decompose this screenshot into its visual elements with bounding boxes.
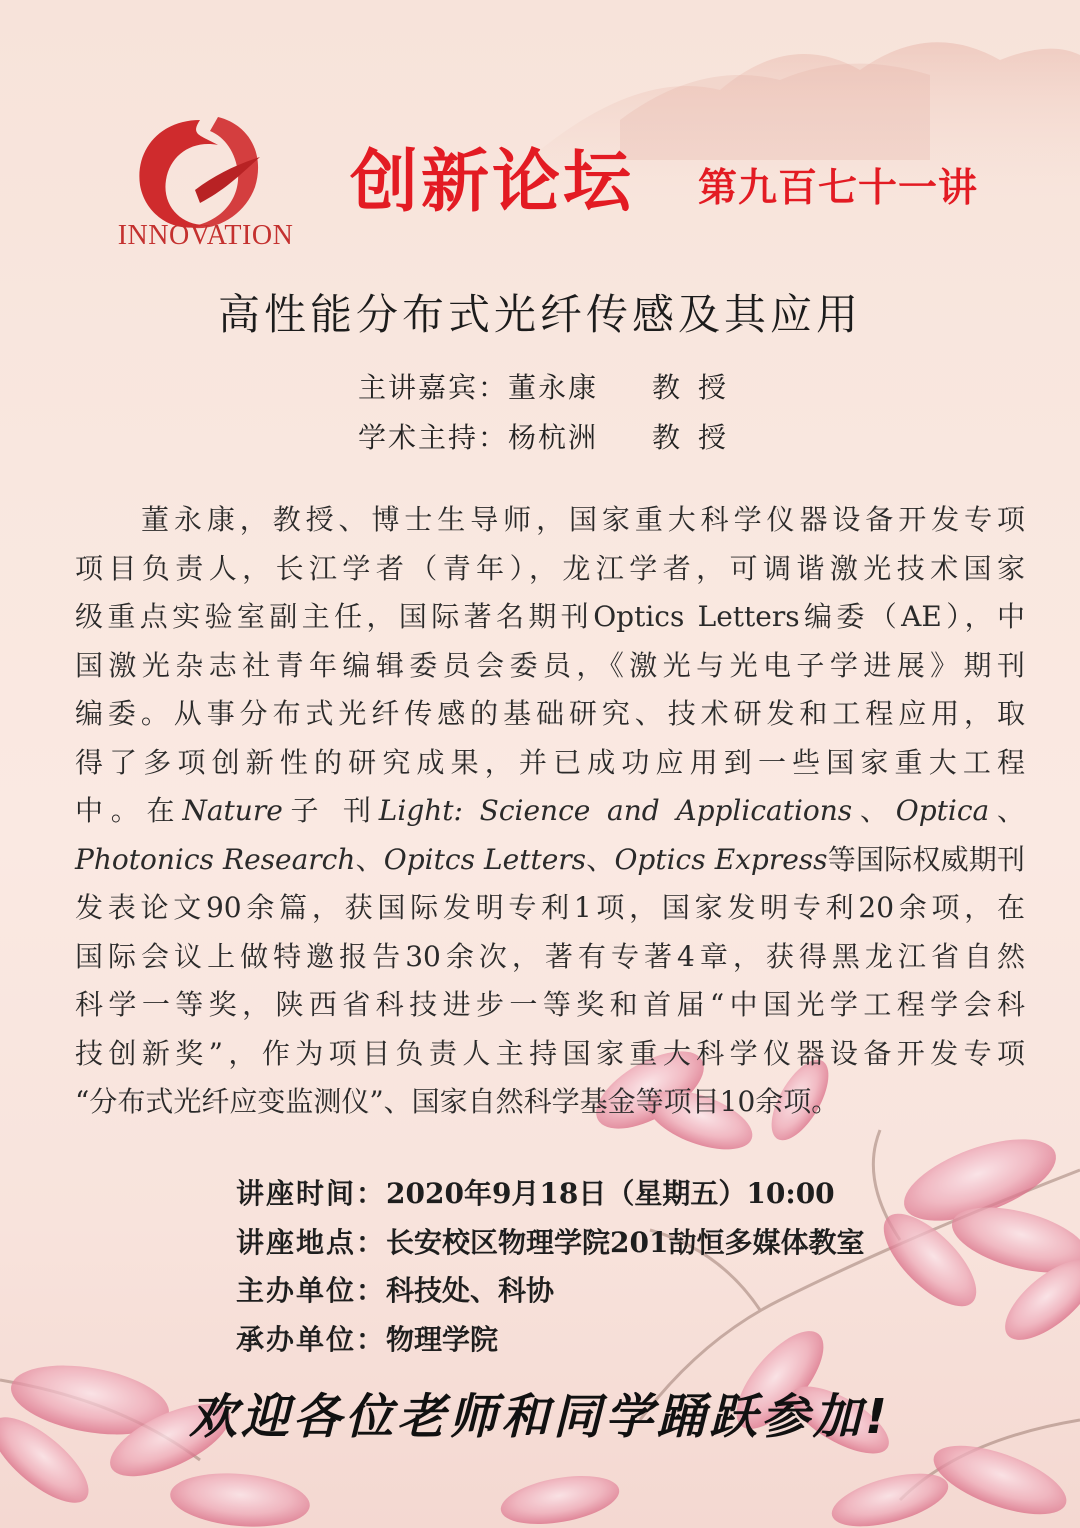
info-row-place — [236, 1219, 864, 1268]
bio-text: 、 — [852, 794, 896, 827]
journal-name: Opitcs Letters — [383, 842, 587, 876]
info-label: 讲座时间： — [236, 1177, 387, 1210]
bio-line: 国激光杂志社青年编辑委员会委员，《激光与光电子学进展》期刊 — [75, 648, 1025, 682]
journal-name: Optica — [895, 794, 990, 827]
bio-line: 国际会议上做特邀报告30余次，著有专著4章，获得黑龙江省自然 — [75, 939, 1025, 973]
speaker-host-block — [358, 366, 744, 466]
info-value: 科技处、科协 — [386, 1274, 555, 1307]
logo-text: INNOVATION — [117, 220, 294, 251]
bio-text: 子 刊 — [282, 794, 379, 827]
journal-name: Nature — [182, 794, 283, 827]
bio-text: 、 — [989, 794, 1025, 827]
bio-line: 技创新奖”，作为项目负责人主持国家重大科学仪器设备开发专项 — [75, 1036, 1025, 1070]
bio-line — [75, 836, 1025, 885]
info-row-host — [236, 1316, 864, 1365]
speaker-bio — [75, 496, 1025, 1127]
info-value: 物理学院 — [386, 1322, 499, 1356]
bio-text: 、 — [355, 842, 384, 876]
info-value: 长安校区物理学院201劼恒多媒体教室 — [386, 1225, 865, 1259]
journal-name: Light: Science and Applications — [378, 794, 853, 827]
speaker-label: 主讲嘉宾： — [358, 371, 509, 404]
bio-line: 董永康，教授、博士生导师，国家重大科学仪器设备开发专项 — [141, 503, 1025, 536]
lecture-info — [236, 1170, 864, 1364]
journal-name: Photonics Research — [75, 842, 356, 876]
forum-title: 创新论坛 — [350, 143, 635, 222]
bio-line: 级重点实验室副主任，国际著名期刊Optics Letters编委（AE），中 — [75, 600, 1025, 633]
info-row-organizer — [236, 1267, 864, 1316]
bio-text: 等国际权威期刊 — [827, 842, 1025, 876]
bio-line — [75, 787, 1025, 836]
talk-title: 高性能分布式光纤传感及其应用 — [217, 290, 862, 339]
info-row-time — [236, 1170, 864, 1219]
bio-line: “分布式光纤应变监测仪”、国家自然科学基金等项目10余项。 — [75, 1085, 840, 1118]
bio-line: 发表论文90余篇，获国际发明专利1项，国家发明专利20余项，在 — [75, 891, 1025, 924]
speaker-row — [358, 366, 744, 416]
host-name: 杨杭洲 — [508, 421, 599, 454]
host-label: 学术主持： — [358, 421, 509, 454]
speaker-rank: 教授 — [652, 371, 745, 404]
bio-line: 编委。从事分布式光纤传感的基础研究、技术研发和工程应用，取 — [75, 697, 1025, 730]
bio-line: 科学一等奖，陕西省科技进步一等奖和首届“中国光学工程学会科 — [75, 988, 1025, 1021]
welcome-slogan: 欢迎各位老师和同学踊跃参加! — [189, 1389, 891, 1445]
info-label: 承办单位： — [236, 1322, 387, 1356]
info-label: 讲座地点： — [236, 1225, 387, 1259]
bio-line: 项目负责人，长江学者（青年），龙江学者，可调谐激光技术国家 — [75, 551, 1025, 585]
host-rank: 教授 — [652, 421, 745, 454]
bio-text: 中。在 — [75, 794, 183, 827]
bio-line: 得了多项创新性的研究成果，并已成功应用到一些国家重大工程 — [75, 745, 1025, 779]
info-label: 主办单位： — [236, 1274, 387, 1307]
lecture-number: 第九百七十一讲 — [698, 166, 979, 211]
journal-name: Optics Express — [614, 842, 828, 876]
host-row — [358, 416, 744, 466]
speaker-name: 董永康 — [508, 371, 599, 404]
info-value: 2020年9月18日（星期五）10:00 — [386, 1177, 835, 1210]
bio-text: 、 — [586, 842, 615, 876]
